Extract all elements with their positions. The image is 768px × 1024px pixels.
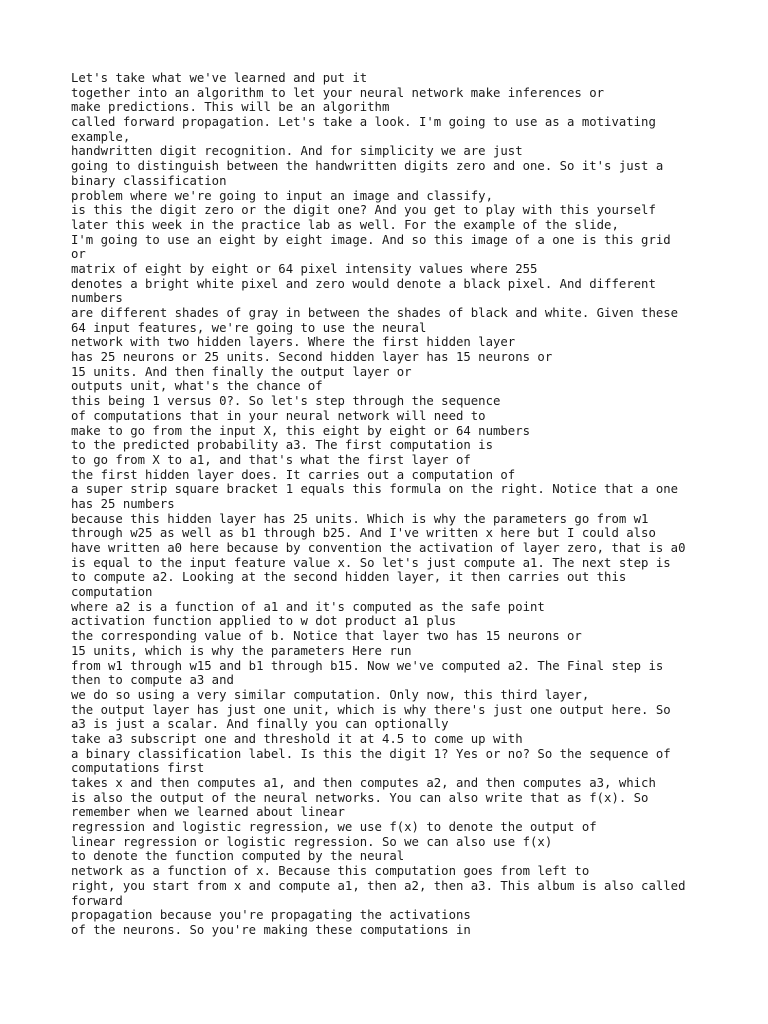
transcript-text-block [71,71,711,938]
text-line: 15 units. And then finally the output layer or [71,364,412,379]
text-line: regression and logistic regression, we use f(x) to denote the output of [71,820,597,835]
text-line: 64 input features, we're going to use the neural [71,320,427,335]
text-line: matrix of eight by eight or 64 pixel intensity values where 255 [71,261,538,276]
text-line: the first hidden layer does. It carries out a computation of [71,467,516,482]
text-line: from w1 through w15 and b1 through b15. Now we've computed a2. The Final step is [71,658,664,673]
text-line: 15 units, which is why the parameters Here run [71,643,412,658]
text-line: because this hidden layer has 25 units. Which is why the parameters go from w1 [71,511,649,526]
text-line: to compute a2. Looking at the second hidden layer, it then carries out this [71,570,627,585]
text-line: is also the output of the neural networks. You can also write that as f(x). So [71,790,649,805]
text-line: we do so using a very similar computation. Only now, this third layer, [71,687,590,702]
text-line: together into an algorithm to let your neural network make inferences or [71,85,605,100]
text-line: handwritten digit recognition. And for simplicity we are just [71,144,523,159]
text-line: network as a function of x. Because this computation goes from left to [71,864,590,879]
text-line: a super strip square bracket 1 equals this formula on the right. Notice that a one [71,482,679,497]
text-line: forward [71,893,123,908]
text-line: a3 is just a scalar. And finally you can optionally [71,717,449,732]
text-line: called forward propagation. Let's take a look. I'm going to use as a motivating [71,115,656,130]
text-line: computations first [71,761,205,776]
text-line: the output layer has just one unit, which is why there's just one output here. So [71,702,671,717]
text-line: is equal to the input feature value x. So let's just compute a1. The next step is [71,555,671,570]
text-line: this being 1 versus 0?. So let's step through the sequence [71,394,501,409]
text-line: propagation because you're propagating the activations [71,908,471,923]
text-line: to go from X to a1, and that's what the first layer of [71,452,471,467]
text-line: activation function applied to w dot product a1 plus [71,614,456,629]
text-line: denotes a bright white pixel and zero would denote a black pixel. And different [71,276,656,291]
text-line: problem where we're going to input an image and classify, [71,188,493,203]
text-line: through w25 as well as b1 through b25. And I've written x here but I could also [71,526,656,541]
text-line: takes x and then computes a1, and then computes a2, and then computes a3, which [71,776,656,790]
text-line: the corresponding value of b. Notice that layer two has 15 neurons or [71,629,582,644]
text-line: has 25 numbers [71,496,175,511]
text-line: I'm going to use an eight by eight image. And so this image of a one is this grid [71,232,671,247]
text-line: has 25 neurons or 25 units. Second hidden layer has 15 neurons or [71,350,553,365]
text-line: to the predicted probability a3. The first computation is [71,438,493,453]
text-line: going to distinguish between the handwritten digits zero and one. So it's just a [71,159,664,174]
text-line: take a3 subscript one and threshold it at 4.5 to come up with [71,731,523,746]
text-line: where a2 is a function of a1 and it's computed as the safe point [71,599,545,614]
text-line: later this week in the practice lab as well. For the example of the slide, [71,217,619,232]
text-line: or [71,247,86,262]
text-line: network with two hidden layers. Where the first hidden layer [71,335,516,350]
text-line: are different shades of gray in between the shades of black and white. Given these [71,306,679,320]
text-line: computation [71,585,153,600]
text-line: example, [71,129,131,144]
text-line: of computations that in your neural network will need to [71,408,486,423]
text-line: then to compute a3 and [71,673,234,688]
text-line: binary classification [71,173,227,188]
text-line: right, you start from x and compute a1, then a2, then a3. This album is also called [71,878,686,893]
text-line: is this the digit zero or the digit one? And you get to play with this yourself [71,203,656,218]
text-line: numbers [71,291,123,306]
text-line: have written a0 here because by convention the activation of layer zero, that is a0 [71,541,686,555]
text-line: make to go from the input X, this eight by eight or 64 numbers [71,423,531,438]
text-line: to denote the function computed by the neural [71,849,405,864]
text-line: a binary classification label. Is this the digit 1? Yes or no? So the sequence of [71,746,671,761]
text-line: linear regression or logistic regression. So we can also use f(x) [71,834,553,849]
text-line: make predictions. This will be an algorithm [71,100,390,115]
text-line: Let's take what we've learned and put it [71,71,368,85]
text-line: remember when we learned about linear [71,805,345,820]
text-line: of the neurons. So you're making these computations in [71,922,471,937]
text-line: outputs unit, what's the chance of [71,379,323,394]
